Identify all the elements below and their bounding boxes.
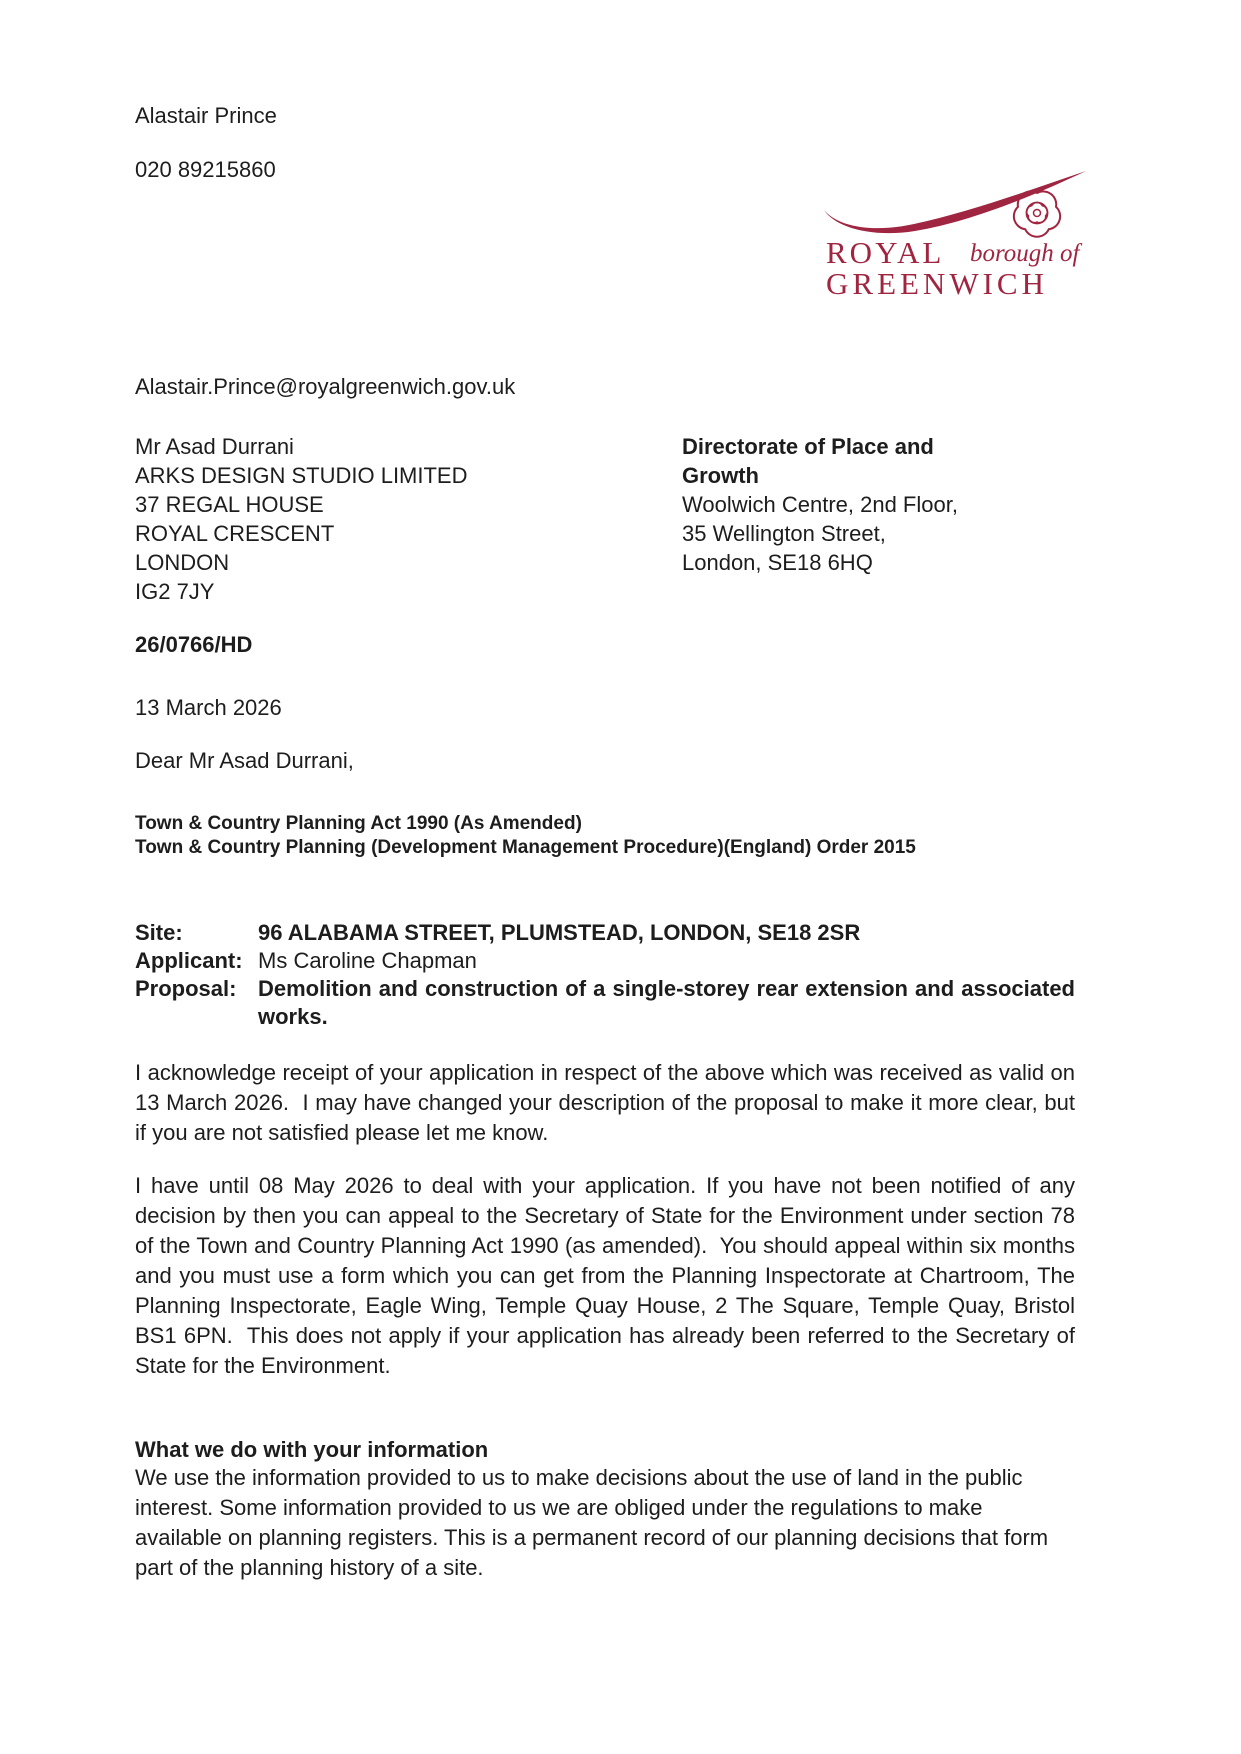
- directorate-title: Directorate of Place and Growth: [682, 434, 934, 488]
- information-paragraph: We use the information provided to us to make decisions about the use of land in the public interest. Some information provided to us we are obliged under the regulations to make available on planning registers. This is a permanent record of our planning decisions that form part of the planning history of a site.: [135, 1465, 1049, 1580]
- recipient-line: IG2 7JY: [135, 579, 215, 604]
- legal-headings: [135, 812, 916, 860]
- salutation: Dear Mr Asad Durrani,: [135, 748, 354, 773]
- applicant-value: Ms Caroline Chapman: [258, 948, 477, 973]
- recipient-line: ARKS DESIGN STUDIO LIMITED: [135, 463, 468, 488]
- logo-borough-of-text: borough of: [970, 240, 1080, 267]
- proposal-value: Demolition and construction of a single-storey rear extension and associated works.: [258, 976, 1075, 1029]
- recipient-line: LONDON: [135, 550, 230, 575]
- sender-phone: 020 89215860: [135, 157, 276, 182]
- site-label: Site:: [135, 920, 183, 945]
- legal-heading-line: Town & Country Planning (Development Management Procedure)(England) Order 2015: [135, 837, 916, 858]
- sender-email: Alastair.Prince@royalgreenwich.gov.uk: [135, 374, 516, 399]
- proposal-label: Proposal:: [135, 976, 237, 1001]
- body-paragraph-appeal: I have until 08 May 2026 to deal with your application. If you have not been notified of any decision by then you can appeal to the Secretary of State for the Environment under section 78 of the Town and Country Planning Act 1990 (as amended). You should appeal within six months and you must use a form which you can get from the Planning Inspectorate at Chartroom, The Planning Inspectorate, Eagle Wing, Temple Quay House, 2 The Square, Temple Quay, Bristol BS1 6PN. This does not apply if your application has already been referred to the Secretary of State for the Environment.: [135, 1173, 1082, 1378]
- directorate-line: London, SE18 6HQ: [682, 550, 873, 575]
- royal-greenwich-logo-svg: [818, 166, 1090, 298]
- royal-greenwich-logo: [818, 166, 1090, 298]
- directorate-address: [682, 432, 982, 577]
- legal-heading-line: Town & Country Planning Act 1990 (As Amended): [135, 813, 582, 834]
- recipient-line: Mr Asad Durrani: [135, 434, 294, 459]
- logo-greenwich-text: GREENWICH: [826, 266, 1048, 298]
- site-value: 96 ALABAMA STREET, PLUMSTEAD, LONDON, SE18 2SR: [258, 920, 861, 945]
- applicant-row: [135, 947, 1075, 975]
- proposal-row: [135, 975, 1075, 1031]
- application-reference: 26/0766/HD: [135, 632, 253, 657]
- letter-date: 13 March 2026: [135, 695, 282, 720]
- applicant-label: Applicant:: [135, 948, 243, 973]
- directorate-line: Woolwich Centre, 2nd Floor,: [682, 492, 958, 517]
- application-details: [135, 919, 1075, 1031]
- sender-name: Alastair Prince: [135, 103, 277, 128]
- recipient-line: 37 REGAL HOUSE: [135, 492, 324, 517]
- body-paragraph-acknowledgement: I acknowledge receipt of your application in respect of the above which was received as valid on 13 March 2026. I may have changed your description of the proposal to make it more clear, but if you are not satisfied please let me know.: [135, 1060, 1082, 1145]
- directorate-line: 35 Wellington Street,: [682, 521, 886, 546]
- swoosh-icon: [824, 171, 1086, 233]
- site-row: [135, 919, 1075, 947]
- recipient-line: ROYAL CRESCENT: [135, 521, 335, 546]
- logo-royal-text: ROYAL: [826, 235, 945, 270]
- recipient-address: [135, 432, 468, 606]
- information-heading: What we do with your information: [135, 1437, 489, 1462]
